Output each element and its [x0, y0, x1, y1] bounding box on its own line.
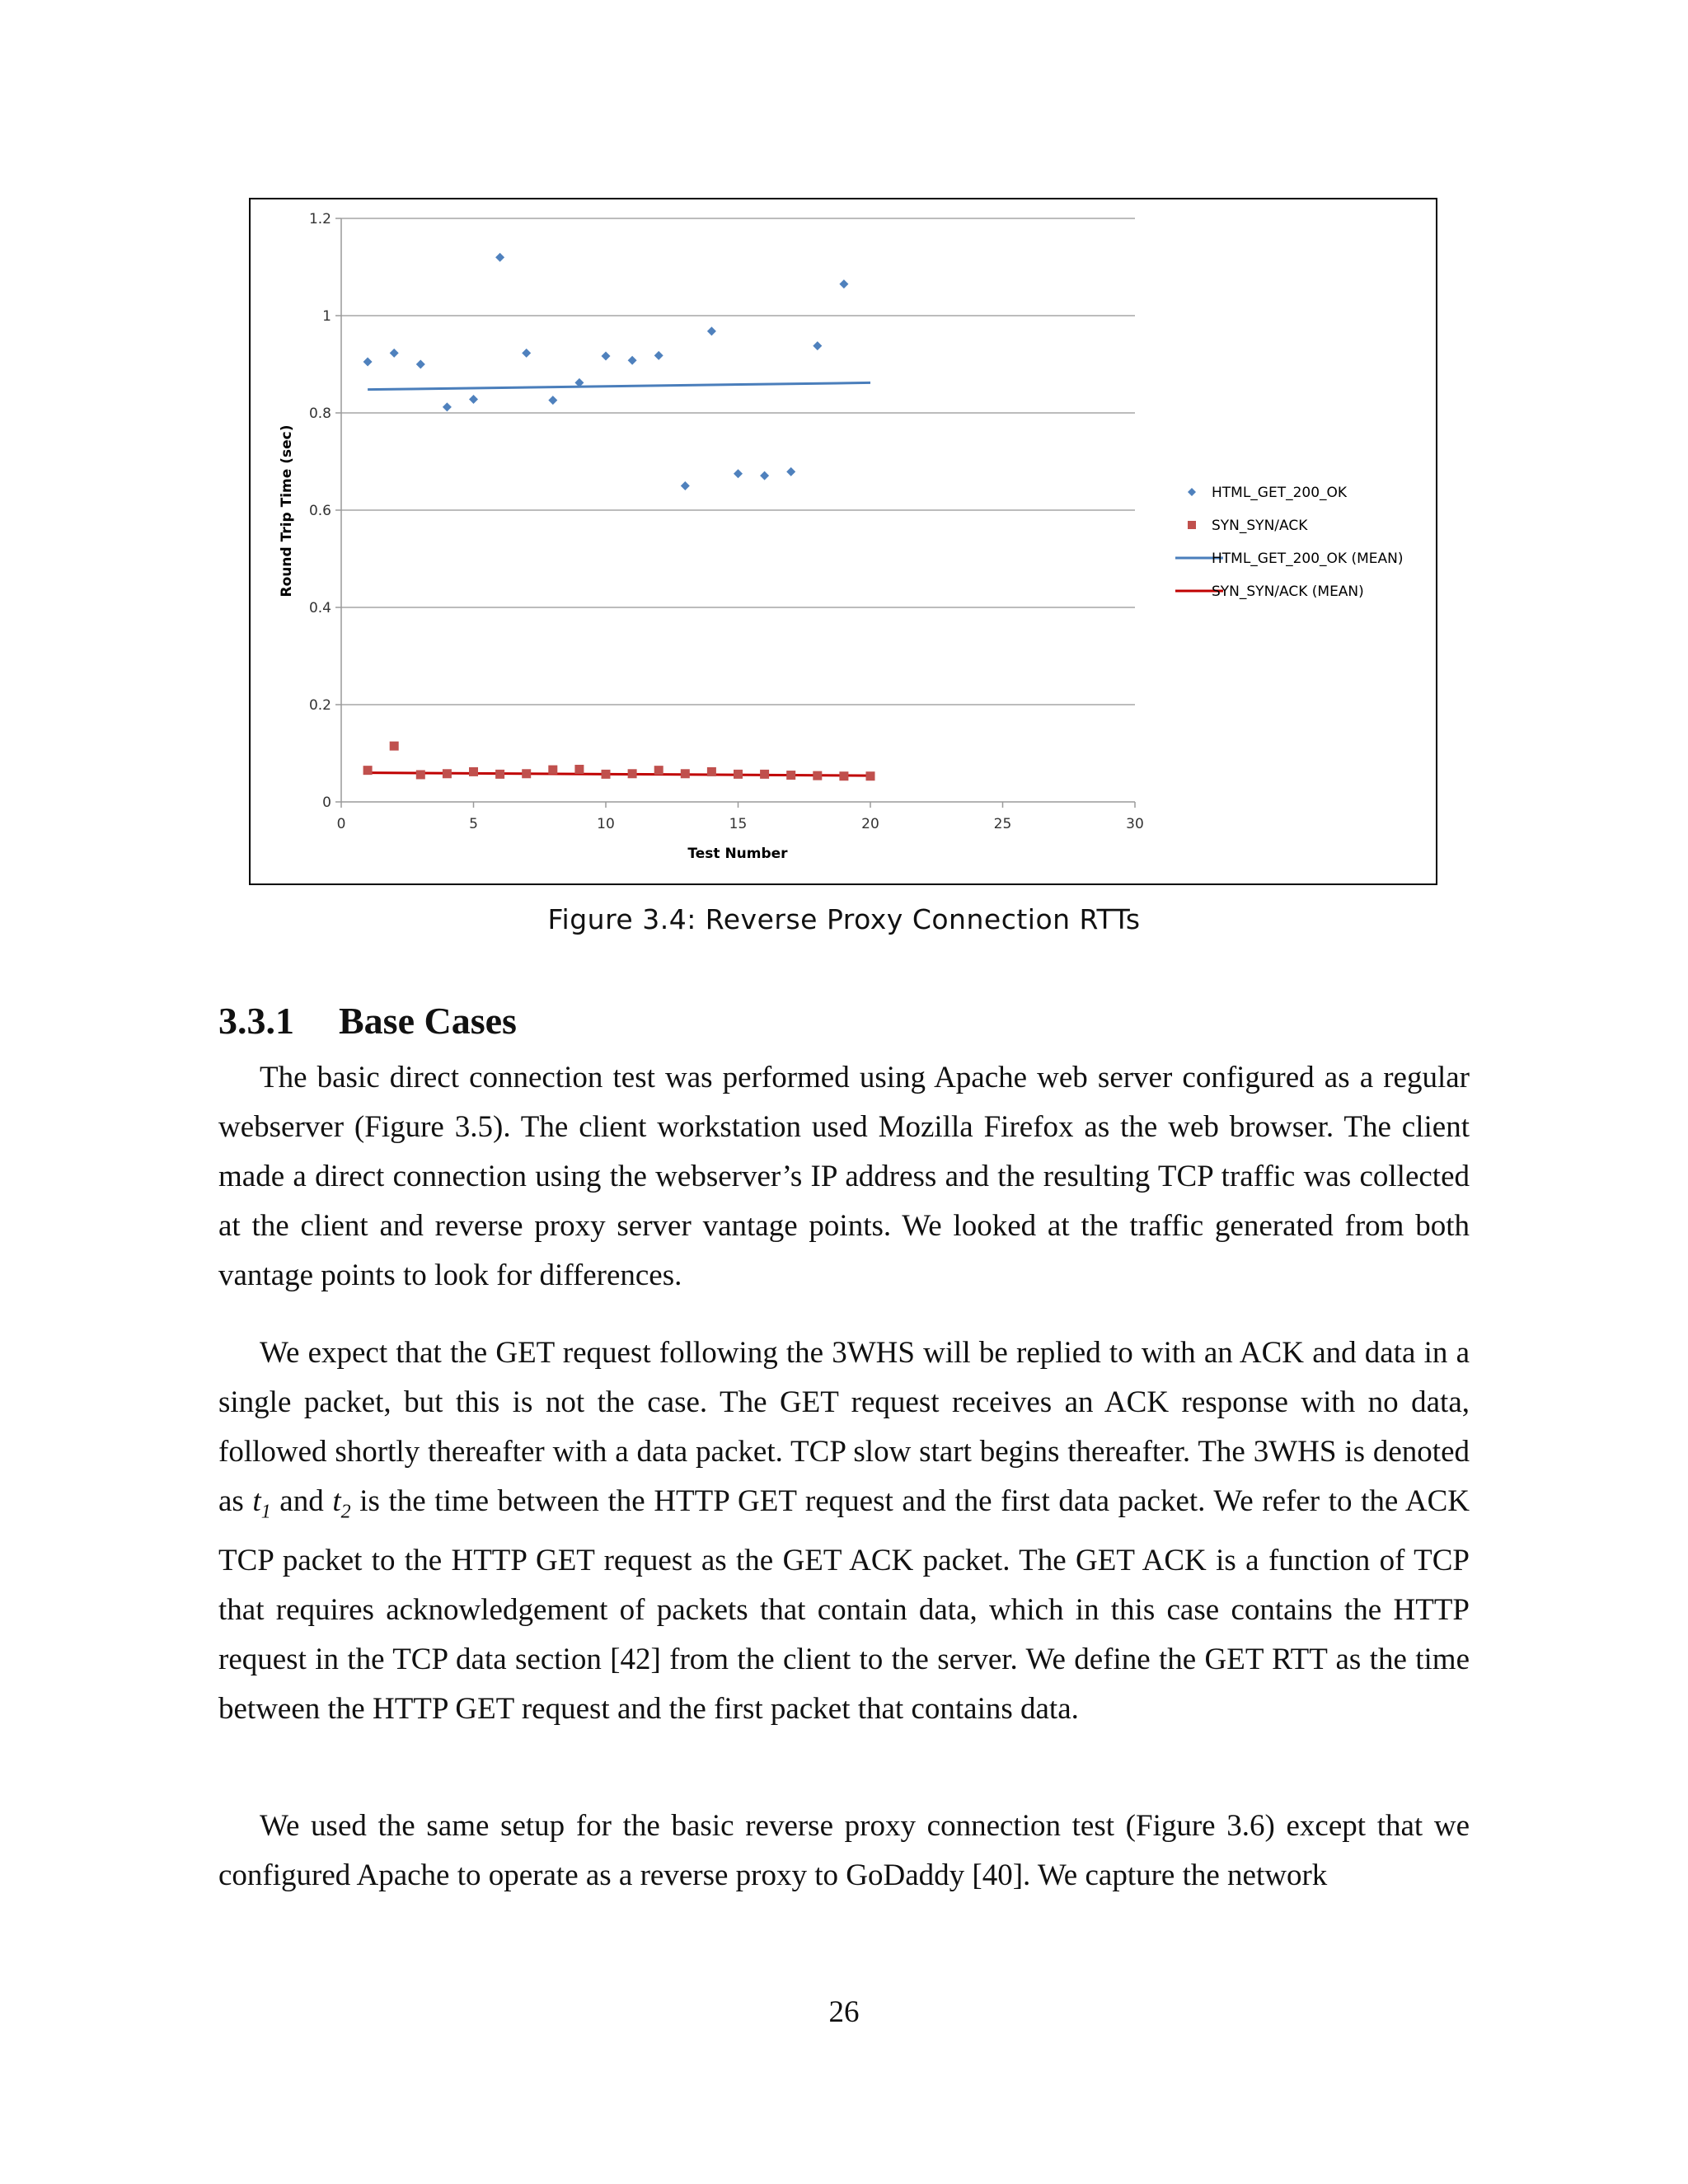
data-point-syn-ack	[390, 742, 399, 751]
figure-caption: Figure 3.4: Reverse Proxy Connection RTTs	[547, 903, 1141, 935]
data-point-syn-ack	[839, 771, 848, 780]
variable-t1: $t_1$	[252, 1484, 271, 1523]
data-point-html-get	[760, 471, 769, 480]
mean-line	[368, 382, 870, 389]
data-point-html-get	[681, 481, 690, 490]
data-point-syn-ack	[602, 770, 611, 779]
legend-marker	[1188, 488, 1196, 496]
data-point-syn-ack	[866, 771, 875, 780]
data-point-html-get	[654, 351, 663, 360]
paragraph-get-ack	[218, 1329, 1470, 1734]
data-point-syn-ack	[734, 770, 743, 779]
legend-label: SYN_SYN/ACK	[1212, 518, 1308, 534]
paragraph-text-part: We expect that the GET request following the 3WHS will be replied to with an ACK and data in a single packet, but this is not the case. The GET request receives an ACK response with no data, followed shortly thereafter with a data packet. TCP slow start begins thereafter. The 3WHS is denoted as	[218, 1336, 1470, 1518]
data-point-html-get	[707, 326, 716, 335]
y-tick-label: 0.8	[308, 405, 331, 422]
data-point-syn-ack	[681, 769, 690, 778]
paragraph-reverse-proxy-test	[218, 1802, 1470, 1900]
data-point-syn-ack	[813, 771, 822, 780]
data-point-syn-ack	[363, 766, 373, 775]
data-point-html-get	[734, 469, 743, 478]
paragraph-text: The basic direct connection test was performed using Apache web server configured as a regular webserver (Figure 3.5). The client workstation used Mozilla Firefox as the web browser. The client made a direct connection using the webserver’s IP address and the resulting TCP traffic was collected at the client and reverse proxy server vantage points. We looked at the traffic generated from both vantage points to look for differences.	[218, 1061, 1470, 1292]
legend-label: HTML_GET_200_OK (MEAN)	[1212, 551, 1404, 567]
x-axis-title: Test Number	[687, 846, 788, 862]
data-point-syn-ack	[574, 765, 584, 774]
data-point-syn-ack	[654, 766, 663, 775]
legend	[1175, 485, 1404, 600]
variable-t2: $t_2$	[332, 1484, 351, 1523]
y-tick-label: 0.2	[308, 697, 331, 714]
data-point-html-get	[813, 341, 822, 350]
paragraph-base-case-direct	[218, 1053, 1470, 1301]
section-title: Base Cases	[339, 1000, 517, 1042]
x-tick-label: 15	[729, 816, 748, 832]
paragraph-text: We used the same setup for the basic reverse proxy connection test (Figure 3.6) except that we configured Apache to operate as a reverse proxy to GoDaddy [40]. We capture the network	[218, 1809, 1470, 1892]
data-point-syn-ack	[786, 771, 795, 780]
paragraph-text-part: and	[270, 1484, 333, 1518]
section-heading	[218, 999, 517, 1043]
data-point-html-get	[602, 351, 611, 360]
series	[363, 253, 875, 781]
paragraph-text	[218, 1329, 1470, 1734]
data-point-html-get	[469, 395, 478, 404]
grid-lines	[341, 218, 1135, 705]
data-point-html-get	[443, 402, 452, 411]
data-point-html-get	[839, 279, 848, 288]
x-tick-label: 20	[861, 816, 879, 832]
data-point-html-get	[522, 349, 531, 358]
section-number: 3.3.1	[218, 1000, 294, 1042]
figure-frame	[249, 198, 1437, 885]
data-point-syn-ack	[416, 770, 425, 779]
data-point-syn-ack	[443, 769, 452, 778]
data-point-syn-ack	[628, 769, 637, 778]
data-point-html-get	[786, 467, 795, 476]
data-point-html-get	[495, 253, 504, 262]
data-point-syn-ack	[548, 766, 557, 775]
data-point-html-get	[390, 349, 399, 358]
data-point-syn-ack	[707, 767, 716, 776]
page-number: 26	[828, 1995, 860, 2029]
y-tick-label: 0.6	[308, 503, 331, 519]
data-point-syn-ack	[760, 770, 769, 779]
legend-marker	[1188, 521, 1196, 529]
x-tick-label: 0	[336, 816, 346, 832]
x-tick-label: 5	[469, 816, 478, 832]
y-tick-label: 1.2	[308, 211, 331, 227]
y-tick-label: 0.4	[308, 600, 331, 616]
data-point-syn-ack	[522, 769, 531, 778]
data-point-syn-ack	[495, 770, 504, 779]
data-point-html-get	[363, 358, 373, 367]
y-tick-label: 1	[322, 308, 331, 325]
data-point-syn-ack	[469, 767, 478, 776]
x-tick-label: 30	[1126, 816, 1144, 832]
legend-label: SYN_SYN/ACK (MEAN)	[1212, 583, 1364, 600]
y-axis-title: Round Trip Time (sec)	[279, 424, 295, 598]
x-tick-label: 10	[597, 816, 615, 832]
x-tick-label: 25	[993, 816, 1012, 832]
y-tick-labels	[309, 211, 341, 811]
legend-label: HTML_GET_200_OK	[1212, 485, 1348, 501]
data-point-html-get	[548, 396, 557, 405]
paragraph-text-part: is the time between the HTTP GET request and the first data packet. We refer to the ACK TCP packet to the HTTP GET request as the GET ACK packet. The GET ACK is a function of TCP that requires acknowledgement of packets that contain data, which in this case contains the HTTP request in the TCP data section [42] from the client to the server. We define the GET RTT as the time between the HTTP GET request and the first packet that contains data.	[218, 1484, 1470, 1727]
data-point-html-get	[416, 360, 425, 369]
data-point-html-get	[628, 356, 637, 365]
rtt-chart	[251, 199, 1436, 883]
x-tick-labels	[337, 802, 1144, 832]
y-tick-label: 0	[322, 794, 331, 811]
